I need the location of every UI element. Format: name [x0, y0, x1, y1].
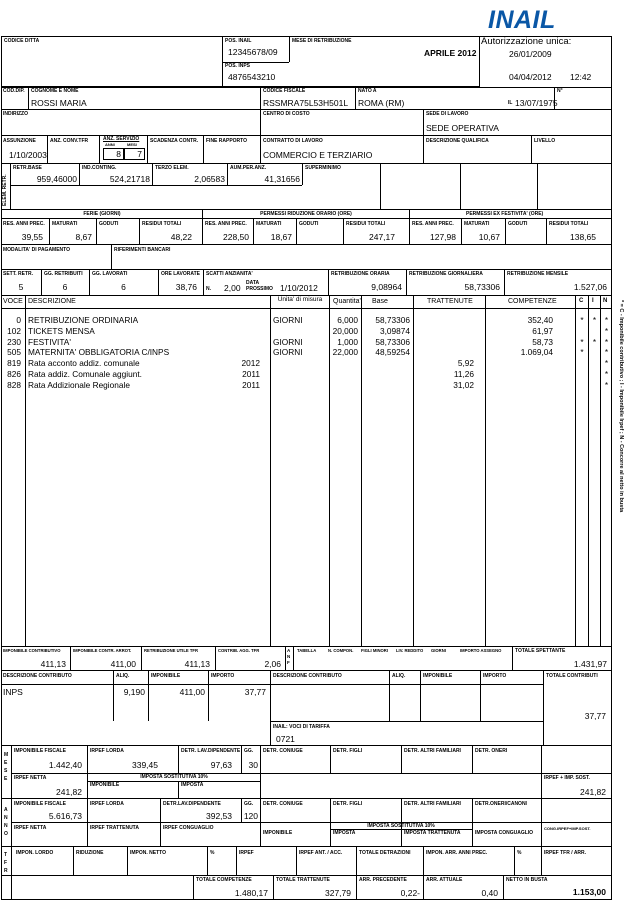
item-desc: RETRIBUZIONE ORDINARIA	[28, 315, 139, 325]
perm-maturati: 18,67	[270, 232, 292, 242]
col-competenze: COMPETENZE	[508, 298, 557, 305]
scatti-n-label: N.	[206, 286, 211, 292]
fest-res-prec: 127,98	[430, 232, 456, 242]
item-qty: 6,000	[337, 315, 358, 325]
anf-label: A N F	[287, 648, 291, 665]
anno-imp-tratt-label: IMPOSTA TRATTENUTA	[404, 830, 461, 836]
retr-utile-tfr: 411,13	[184, 659, 210, 669]
sett-retr: 5	[18, 282, 24, 292]
tfr-irpef-ant-label: IRPEF ANT. / ACC.	[299, 850, 343, 856]
tfr-perc2-label: %	[517, 850, 522, 856]
item-n: *	[604, 358, 609, 369]
scatti-label: SCATTI ANZIANITA'	[206, 271, 253, 277]
assunzione: 1/10/2003	[9, 150, 47, 160]
fest-maturati: 10,67	[478, 232, 500, 242]
col-voce: VOCE	[3, 298, 23, 305]
anni-label: ANNI	[105, 142, 115, 147]
item-n: *	[604, 336, 609, 347]
fest-res-label: RES. ANNI PREC.	[412, 221, 454, 227]
cognome-label: COGNOME E NOME	[31, 88, 79, 94]
anno-detr-lav: 392,53	[206, 811, 232, 821]
contr-imponibile: 411,00	[179, 687, 205, 697]
birth-date: 13/07/1975	[515, 98, 558, 108]
importo-label: IMPORTO	[211, 673, 235, 679]
anno-irpef-netta-label: IRPEF NETTA	[14, 825, 47, 831]
item-desc: Rata Addizionale Regionale	[28, 379, 130, 390]
fest-mat-label: MATURATI	[464, 221, 490, 227]
imp-arrot-label: IMPONIBILE CONTR. ARROT.	[73, 648, 132, 653]
mese-gg: 30	[248, 760, 258, 770]
item-year: 2011	[242, 369, 260, 379]
mese-detr-lav-label: DETR. LAV.DIPENDENTE	[181, 748, 241, 754]
birth-place: ROMA (RM)	[358, 98, 405, 108]
contratto: COMMERCIO E TERZIARIO	[263, 150, 373, 160]
retr-mensile: 1.527,06	[573, 282, 607, 292]
cod-dip-label: COD.DIP.	[3, 88, 25, 94]
mese-irpef-netta-label: IRPEF NETTA	[14, 775, 47, 781]
fine-rapporto-label: FINE RAPPORTO	[206, 138, 248, 144]
mese-detr-altri-label: DETR. ALTRI FAMILIARI	[404, 748, 461, 754]
totale-spettante: 1.431,97	[573, 659, 607, 669]
ferie-res-prec: 39,55	[21, 232, 43, 242]
indirizzo-label: INDIRIZZO	[3, 111, 28, 117]
scadenza-label: SCADENZA CONTR.	[150, 138, 199, 144]
gg-retr-label: GG. RETRIBUITI	[44, 271, 83, 277]
banca-label: RIFERIMENTI BANCARI	[114, 247, 171, 253]
qualifica-label: DESCRIZIONE QUALIFICA	[426, 138, 489, 144]
terzo-elemento: 2,06583	[194, 174, 225, 184]
mese-label: MESE DI RETRIBUZIONE	[292, 38, 352, 44]
tot-tratt-label: TOTALE TRATTENUTE	[276, 877, 330, 883]
anno-imp-cong-label: IMPOSTA CONGUAGLIO	[475, 830, 534, 836]
retr-mens-label: RETRIBUZIONE MENSILE	[507, 271, 569, 277]
tfr-irpef-label: IRPEF	[239, 850, 254, 856]
codice-ditta-label: CODICE DITTA	[4, 38, 40, 44]
fest-god-label: GODUTI	[508, 221, 528, 227]
employee-name: ROSSI MARIA	[31, 98, 87, 108]
retr-oraria-label: RETRIBUZIONE ORARIA	[331, 271, 390, 277]
pos-inps-label: POS. INPS	[225, 63, 251, 69]
item-comp: 1.069,04	[520, 347, 553, 358]
item-c: *	[580, 315, 584, 325]
col-c: C	[579, 298, 584, 304]
ferie-maturati: 8,67	[75, 232, 92, 242]
anno-detr-lav-label: DETR.LAV.DIPENDENTE	[163, 801, 221, 807]
liv-reddito-label: LIV. REDDITO	[396, 648, 424, 653]
item-i: *	[592, 336, 597, 347]
col-descrizione: DESCRIZIONE	[28, 298, 76, 305]
totale-trattenute: 327,79	[325, 888, 351, 898]
item-desc: TICKETS MENSA	[28, 325, 95, 336]
anno-side: A N N O	[4, 807, 8, 837]
contratto-label: CONTRATTO DI LAVORO	[263, 138, 323, 144]
col-unita: Unita' di misura	[277, 296, 323, 303]
aliq-label-2: ALIQ.	[392, 673, 406, 679]
item-comp: 352,40	[527, 315, 553, 325]
arr-attuale: 0,40	[481, 888, 498, 898]
anno-imp-sost-label: IMPOSTA SOSTITUTIVA 10%	[367, 823, 435, 829]
item-unit: GIORNI	[273, 315, 303, 325]
arr-prec-label: ARR. PRECEDENTE	[359, 877, 407, 883]
tfr-irpef-tfr-label: IRPEF TFR / ARR.	[544, 850, 587, 856]
gg-lavorati: 6	[121, 282, 126, 292]
item-comp: 61,97	[532, 325, 553, 336]
item-year: 2011	[242, 379, 260, 390]
il-label: IL	[508, 100, 513, 106]
pos-inps: 4876543210	[228, 72, 276, 82]
item-qty: 22,000	[332, 347, 358, 358]
ore-label: ORE LAVORATE	[161, 271, 200, 277]
ferie-residui: 48,22	[170, 232, 192, 242]
anz-servizio-label: ANZ. SERVIZIO	[103, 136, 140, 142]
ferie-title: FERIE (GIORNI)	[83, 211, 121, 217]
mese-irpef-sost-label: IRPEF + IMP. SOST.	[544, 775, 590, 781]
inail-voce: 0721	[276, 734, 295, 744]
mese-irpef-netta: 241,82	[56, 787, 82, 797]
giorni-label: GIORNI	[431, 648, 446, 653]
totale-contributi: 37,77	[584, 711, 606, 721]
item-n: *	[604, 315, 609, 325]
totale-contributi-label: TOTALE CONTRIBUTI	[546, 673, 598, 679]
item-qty: 1,000	[337, 336, 358, 347]
col-i: I	[592, 298, 594, 304]
item-code: 826	[7, 369, 21, 379]
livello-label: LIVELLO	[534, 138, 556, 144]
anno-gg-label: GG.	[244, 801, 254, 807]
tfr-perc-label: %	[210, 850, 215, 856]
perm-res-prec: 228,50	[223, 232, 249, 242]
item-unit: GIORNI	[273, 347, 303, 358]
cf-label: CODICE FISCALE	[263, 88, 306, 94]
contr-aliq: 9,190	[123, 687, 145, 697]
anno-imposta-label: IMPOSTA	[333, 830, 356, 836]
assunzione-label: ASSUNZIONE	[3, 138, 36, 144]
item-code: 828	[7, 379, 21, 390]
festivita-title: PERMESSI EX FESTIVITA' (ORE)	[466, 211, 544, 217]
gg-retribuiti: 6	[62, 282, 68, 292]
aliq-label: ALIQ.	[116, 673, 130, 679]
totale-spettante-label: TOTALE SPETTANTE	[515, 648, 566, 654]
retr-oraria: 9,08964	[371, 282, 402, 292]
retr-giorn-label: RETRIBUZIONE GIORNALIERA	[409, 271, 483, 277]
ore-lavorate: 38,76	[175, 282, 197, 292]
item-desc: FESTIVITA'	[28, 336, 71, 347]
item-comp: 58,73	[532, 336, 553, 347]
ferie-res-label: RES. ANNI PREC.	[3, 221, 45, 227]
anno-irpef-tratt-label: IRPEF TRATTENUTA	[90, 825, 139, 831]
item-code: 505	[7, 347, 21, 358]
fest-residui: 138,65	[570, 232, 596, 242]
anno-imponibile-label: IMPONIBILE	[263, 830, 293, 836]
netto-in-busta: 1.153,00	[572, 887, 606, 897]
mese-imposta-label: IMPOSTA	[181, 782, 204, 788]
aum-per-anz: 41,31656	[264, 174, 300, 184]
anno-detr-coniuge-label: DETR. CONIUGE	[263, 801, 303, 807]
fest-residui-label: RESIDUI TOTALI	[549, 221, 589, 227]
item-trat: 11,26	[453, 369, 474, 379]
mese-irpef-lorda: 339,45	[132, 760, 158, 770]
gg-lav-label: GG. LAVORATI	[92, 271, 128, 277]
item-n: *	[604, 379, 609, 390]
col-base: Base	[372, 298, 388, 305]
nato-label: NATO A	[358, 88, 377, 94]
anno-cong-label: CONG.IRPEF+IMP.SOST.	[544, 826, 591, 831]
anno-imp-fiscale-label: IMPONIBILE FISCALE	[14, 801, 66, 807]
modalita-label: MODALITA' DI PAGAMENTO	[3, 247, 71, 253]
col-trattenute: TRATTENUTE	[427, 298, 473, 305]
sett-retr-label: SETT. RETR.	[3, 271, 34, 277]
tot-comp-label: TOTALE COMPETENZE	[196, 877, 252, 883]
tfr-riduzione-label: RIDUZIONE	[76, 850, 104, 856]
item-base: 58,73306	[375, 336, 410, 347]
item-trat: 5,92	[457, 358, 474, 369]
tfr-impon-arr-label: IMPON. ARR. ANNI PREC.	[426, 850, 488, 856]
col-n: N	[603, 298, 608, 304]
retr-base-label: RETR.BASE	[13, 165, 42, 171]
perm-residui-label: RESIDUI TOTALI	[346, 221, 386, 227]
desc-contr-label: DESCRIZIONE CONTRIBUTO	[3, 673, 72, 679]
retr-giornaliera: 58,73306	[464, 282, 500, 292]
mese-imponibile-label: IMPONIBILE	[90, 782, 120, 788]
mese-imp-fiscale: 1.442,40	[48, 760, 82, 770]
tfr-impon-lordo-label: IMPON. LORDO	[16, 850, 54, 856]
item-n: *	[604, 325, 609, 336]
mese-imp-fiscale-label: IMPONIBILE FISCALE	[14, 748, 66, 754]
elem-retr-side-label: ELEM. RETR.	[2, 174, 8, 206]
mese-detr-oneri-label: DETR. ONERI	[475, 748, 508, 754]
item-base: 3,09874	[380, 325, 410, 336]
item-c: *	[580, 347, 584, 358]
mese-irpef-lorda-label: IRPEF LORDA	[90, 748, 124, 754]
perm-res-label: RES. ANNI PREC.	[205, 221, 247, 227]
sede-lavoro: SEDE OPERATIVA	[426, 123, 499, 133]
anno-irpef-lorda-label: IRPEF LORDA	[90, 801, 124, 807]
ferie-god-label: GODUTI	[99, 221, 119, 227]
item-code: 819	[7, 358, 21, 369]
pos-inail: 12345678/09	[228, 47, 278, 57]
aum-anz-label: AUM.PER.ANZ.	[230, 165, 267, 171]
mese-detr-lav: 97,63	[210, 760, 232, 770]
importo-assegno-label: IMPORTO ASSEGNO	[460, 648, 502, 653]
anno-gg: 120	[243, 811, 258, 821]
item-year: 2012	[241, 358, 260, 369]
data-prossimo: 1/10/2012	[280, 283, 318, 293]
mese-irpef-sost: 241,82	[580, 787, 606, 797]
retr-base: 959,46000	[36, 174, 77, 184]
perm-mat-label: MATURATI	[256, 221, 282, 227]
contr-agg-label: CONTRIB. AGG. TFR	[218, 648, 260, 653]
item-desc: Rata addiz. Comunale aggiunt.	[28, 369, 142, 379]
superminimo-label: SUPERMINIMO	[305, 165, 341, 171]
data-prossimo-label: DATA PROSSIMO	[246, 280, 273, 292]
anno-imp-fiscale: 5.616,73	[48, 811, 82, 821]
n-label: N°	[557, 88, 563, 94]
contr-importo: 37,77	[244, 687, 266, 697]
centro-costo-label: CENTRO DI COSTO	[263, 111, 310, 117]
item-qty: 20,000	[332, 325, 358, 336]
totale-competenze: 1.480,17	[234, 888, 268, 898]
item-c: *	[580, 336, 584, 347]
authorization-date: 26/01/2009	[509, 49, 552, 59]
item-i: *	[592, 315, 597, 325]
tfr-totale-detr-label: TOTALE DETRAZIONI	[359, 850, 411, 856]
sede-label: SEDE DI LAVORO	[426, 111, 469, 117]
pos-inail-label: POS. INAIL	[225, 38, 252, 44]
tfr-side: T F R	[4, 852, 8, 874]
imponibile-label: IMPONIBILE	[151, 673, 181, 679]
mesi-label: MESI	[127, 142, 137, 147]
imp-arrotondato: 411,00	[110, 659, 136, 669]
item-code: 230	[7, 336, 21, 347]
netto-label: NETTO IN BUSTA	[506, 877, 548, 883]
codice-fiscale: RSSMRA75L53H501L	[263, 98, 349, 108]
anz-mesi: 7	[137, 149, 142, 159]
anno-detr-oneri-label: DETR.ONERI/CANONI	[475, 801, 527, 807]
item-base: 58,73306	[375, 315, 410, 325]
inail-voci-label: INAIL: VOCI DI TARIFFA	[273, 724, 330, 730]
item-desc: Rata acconto addiz. comunale	[28, 358, 140, 369]
terzo-elem-label: TERZO ELEM.	[155, 165, 189, 171]
retr-utile-label: RETRIBUZIONE UTILE TFR	[144, 648, 198, 653]
desc-contr-label-2: DESCRIZIONE CONTRIBUTO	[273, 673, 342, 679]
item-n: *	[604, 369, 609, 379]
contr-agg-tfr: 2,06	[264, 659, 281, 669]
arr-precedente: 0,22-	[400, 888, 420, 898]
scatti-n: 2,00	[224, 283, 241, 293]
imp-contributivo: 411,13	[40, 659, 66, 669]
mese-retribuzione: APRILE 2012	[424, 48, 477, 58]
item-n: *	[604, 347, 609, 358]
tfr-impon-netto-label: IMPON. NETTO	[130, 850, 167, 856]
print-date: 04/04/2012	[509, 72, 552, 82]
authorization-label: Autorizzazione unica:	[481, 36, 572, 47]
mese-imp-sost-label: IMPOSTA SOSTITUTIVA 10%	[140, 774, 208, 780]
anz-conv-label: ANZ. CONV.TFR	[50, 138, 89, 144]
arr-att-label: ARR. ATTUALE	[426, 877, 463, 883]
figli-minori-label: FIGLI MINORI	[361, 648, 388, 653]
item-unit: GIORNI	[273, 336, 303, 347]
item-code: 0	[16, 315, 21, 325]
anno-detr-altri-label: DETR. ALTRI FAMILIARI	[404, 801, 461, 807]
ferie-residui-label: RESIDUI TOTALI	[142, 221, 182, 227]
tabella-label: TABELLA	[297, 648, 317, 653]
permessi-title: PERMESSI RIDUZIONE ORARIO (ORE)	[260, 211, 352, 217]
anz-anni: 8	[116, 149, 121, 159]
ind-contingenza: 524,21718	[109, 174, 150, 184]
item-desc: MATERNITA' OBBLIGATORIA C/INPS	[28, 347, 170, 358]
mese-gg-label: GG.	[244, 748, 254, 754]
ind-cont-label: IND.CONTING.	[82, 165, 117, 171]
imponibile-label-2: IMPONIBILE	[423, 673, 453, 679]
mese-detr-coniuge-label: DETR. CONIUGE	[263, 748, 303, 754]
imp-contr-label: IMPONIBILE CONTRIBUTIVO	[3, 648, 61, 653]
col-quantita: Quantita'	[333, 298, 361, 305]
item-code: 102	[7, 325, 21, 336]
inail-logo: INAIL	[488, 6, 556, 34]
perm-god-label: GODUTI	[299, 221, 319, 227]
item-trat: 31,02	[453, 379, 474, 390]
print-time: 12:42	[570, 72, 592, 82]
legend-vertical: * = C - Imponibile contributivo ; I - Imponibile Irpef ; N - Concorre al netto in busta	[618, 300, 624, 513]
contr-desc-inps: INPS	[3, 687, 23, 697]
mese-detr-figli-label: DETR. FIGLI	[333, 748, 363, 754]
item-base: 48,59254	[375, 347, 410, 358]
mese-side: M E S E	[4, 752, 9, 782]
n-compon-label: N. COMPON.	[328, 648, 354, 653]
anno-irpef-cong-label: IRPEF CONGUAGLIO	[163, 825, 214, 831]
ferie-mat-label: MATURATI	[52, 221, 78, 227]
perm-residui: 247,17	[369, 232, 395, 242]
anno-detr-figli-label: DETR. FIGLI	[333, 801, 363, 807]
importo-label-2: IMPORTO	[483, 673, 507, 679]
